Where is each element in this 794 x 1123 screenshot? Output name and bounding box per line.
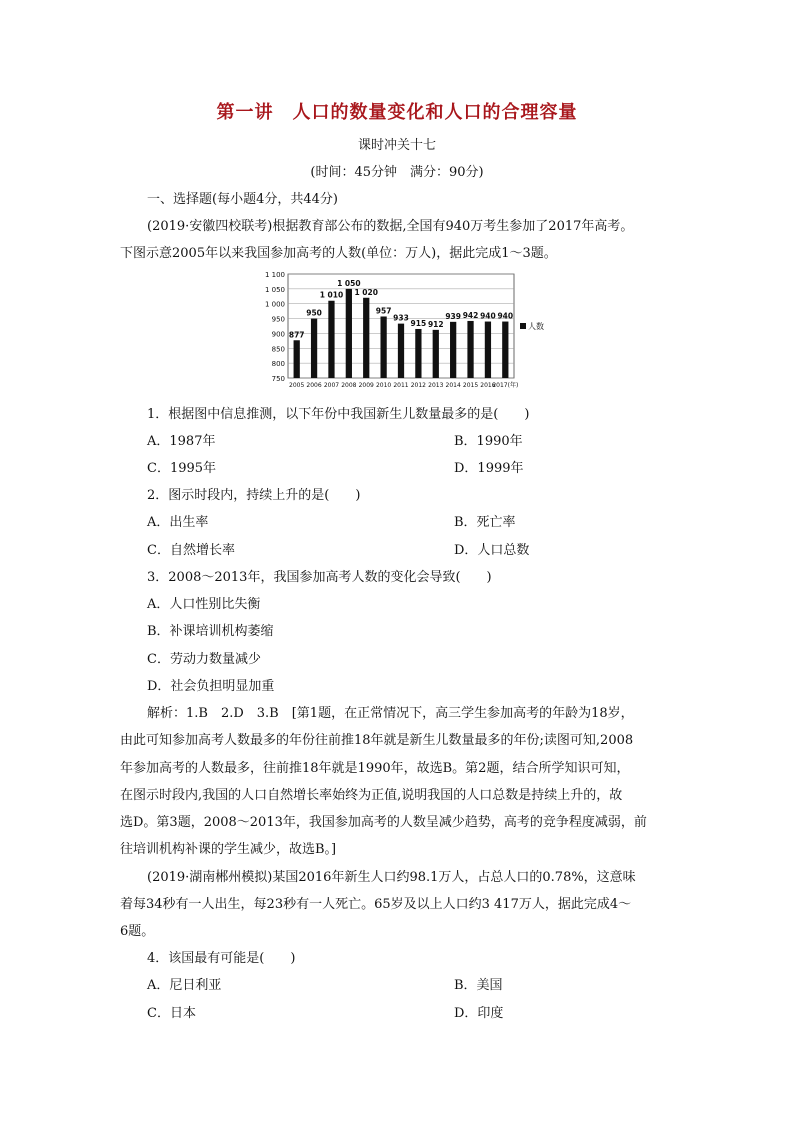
bar	[485, 322, 491, 378]
bar	[380, 316, 386, 378]
x-tick-label: 2005	[289, 382, 305, 389]
bar-value-label: 912	[427, 319, 444, 329]
bar	[467, 321, 473, 378]
legend-swatch	[520, 323, 526, 329]
x-tick-label: 2012	[410, 382, 427, 389]
time-score-line: (时间：45分钟 满分：90分)	[310, 165, 484, 180]
bar-value-label: 933	[393, 313, 409, 323]
x-tick-label: 2016	[480, 382, 496, 389]
y-tick-label: 1 050	[264, 285, 285, 294]
q2-option-b: B．死亡率	[454, 515, 516, 530]
q1-option-d: D．1999年	[454, 461, 524, 476]
y-tick-label: 1 100	[264, 271, 285, 279]
question-2: 2．图示时段内，持续上升的是( )	[147, 488, 361, 503]
bar	[311, 319, 317, 378]
q3-option-a: A．人口性别比失衡	[147, 597, 261, 612]
bar	[363, 298, 369, 378]
q2-option-c: C．自然增长率	[147, 543, 235, 558]
intro-2-line-a: (2019·湖南郴州模拟)某国2016年新生人口约98.1万人，占总人口的0.78%，这意味	[147, 870, 636, 885]
intro-2-line-c: 6题。	[120, 924, 155, 939]
y-tick-label: 750	[271, 375, 285, 383]
q3-option-b: B．补课培训机构萎缩	[147, 624, 274, 639]
x-tick-label: 2008	[341, 382, 357, 389]
bar-value-label: 950	[306, 308, 322, 318]
bar	[328, 301, 334, 378]
q4-option-b: B．美国	[454, 978, 503, 993]
analysis-line-4: 在图示时段内,我国的人口自然增长率始终为正值,说明我国的人口总数是持续上升的，故	[120, 788, 623, 803]
x-tick-label: 2009	[358, 382, 374, 389]
y-tick-label: 900	[271, 330, 285, 339]
y-tick-label: 850	[271, 345, 285, 354]
y-tick-label: 950	[271, 315, 285, 324]
bar-value-label: 942	[462, 310, 479, 320]
bar-value-label: 915	[410, 318, 427, 328]
bar-value-label: 939	[445, 311, 461, 321]
analysis-line-5: 选D。第3题，2008～2013年，我国参加高考的人数呈减少趋势，高考的竞争程度减弱，前	[120, 815, 647, 830]
q4-option-d: D．印度	[454, 1006, 504, 1021]
q4-option-c: C．日本	[147, 1006, 196, 1021]
x-tick-label: 2006	[306, 382, 322, 389]
q4-option-a: A．尼日利亚	[147, 978, 222, 993]
x-tick-label: 2014	[445, 382, 461, 389]
exam-takers-bar-chart	[248, 268, 578, 394]
x-tick-label: 2013	[428, 382, 444, 389]
bar	[415, 329, 421, 378]
lesson-subtitle: 课时冲关十七	[357, 138, 436, 153]
analysis-line-6: 往培训机构补课的学生减少，故选B。]	[120, 842, 337, 857]
q1-option-a: A．1987年	[147, 434, 216, 449]
q2-option-a: A．出生率	[147, 515, 209, 530]
q1-option-c: C．1995年	[147, 461, 217, 476]
intro-1-line-a: (2019·安徽四校联考)根据教育部公布的数据,全国有940万考生参加了2017年高考。	[147, 219, 634, 234]
intro-2-line-b: 着每34秒有一人出生，每23秒有一人死亡。65岁及以上人口约3 417万人，据此完成4～	[120, 897, 632, 912]
x-tick-label: 2011	[393, 382, 409, 389]
bar-value-label: 940	[497, 311, 514, 321]
analysis-line-2: 由此可知参加高考人数最多的年份往前推18年就是新生儿数量最多的年份;读图可知,2008	[120, 733, 634, 748]
bar-value-label: 1 010	[319, 290, 344, 300]
q3-option-d: D．社会负担明显加重	[147, 679, 275, 694]
q1-option-b: B．1990年	[454, 434, 523, 449]
bar	[398, 324, 404, 378]
bar	[433, 330, 439, 378]
bar-value-label: 957	[375, 306, 392, 316]
y-tick-label: 800	[271, 360, 285, 369]
bar-value-label: 940	[480, 311, 496, 321]
bar	[346, 289, 352, 378]
bar	[502, 322, 508, 378]
bar	[294, 340, 300, 378]
bar-value-label: 877	[288, 330, 305, 340]
intro-1-line-b: 下图示意2005年以来我国参加高考的人数(单位：万人)，据此完成1～3题。	[120, 246, 557, 261]
x-tick-label: 2007	[323, 382, 340, 389]
lesson-title: 第一讲 人口的数量变化和人口的合理容量	[216, 102, 578, 123]
question-4: 4．该国最有可能是( )	[147, 951, 296, 966]
question-1: 1．根据图中信息推测，以下年份中我国新生儿数量最多的是( )	[147, 407, 530, 422]
q3-option-c: C．劳动力数量减少	[147, 652, 261, 667]
y-tick-label: 1 000	[264, 300, 285, 309]
analysis-line-1: 解析：1.B 2.D 3.B [第1题，在正常情况下，高三学生参加高考的年龄为18岁，	[147, 706, 634, 721]
x-tick-label: 2017(年)	[492, 382, 519, 389]
bar-value-label: 1 050	[337, 278, 361, 288]
bar	[450, 322, 456, 378]
x-tick-label: 2010	[375, 382, 392, 389]
legend-label: 人数	[528, 322, 544, 331]
x-tick-label: 2015	[462, 382, 479, 389]
analysis-line-3: 年参加高考的人数最多，往前推18年就是1990年，故选B。第2题，结合所学知识可知，	[120, 761, 630, 776]
q2-option-d: D．人口总数	[454, 543, 530, 558]
question-3: 3．2008～2013年，我国参加高考人数的变化会导致( )	[147, 570, 492, 585]
section-heading: 一、选择题(每小题4分，共44分)	[147, 192, 338, 207]
bar-value-label: 1 020	[354, 287, 378, 297]
